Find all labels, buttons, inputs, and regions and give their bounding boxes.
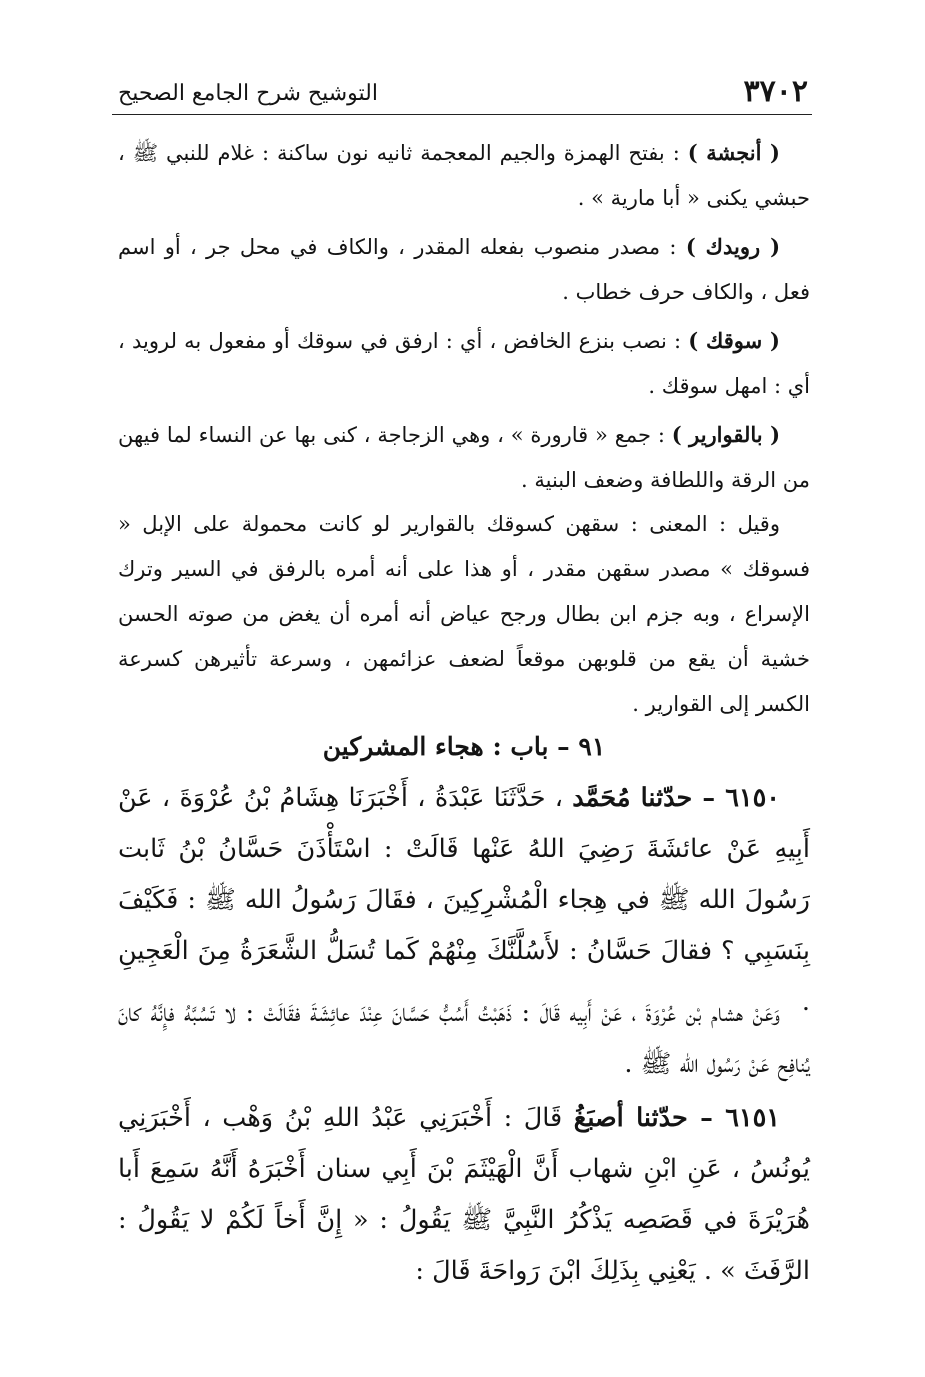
note-sawqak xyxy=(118,318,810,409)
note-text: وقيل : المعنى : سقهن كسوقك بالقوارير لو كانت محمولة على الإبل « فسوقك » مصدر سقهن مقدر ، أو هذا على أنه أمره بالرفق في السير وترك الإسراع ، وبه جزم ابن بطال ورجح عياض أنه أمره أن يغض من صوته الحسن خشية أن يقع من قلوبهن موقعاً لضعف عزائمهن ، وسرعة تأثيرهن كسرعة الكسر إلى القوارير . xyxy=(118,512,810,716)
note-alternative-meaning xyxy=(118,502,810,727)
running-title: التوشيح شرح الجامع الصحيح xyxy=(118,81,378,106)
hadith-6150-continuation xyxy=(118,988,810,1090)
note-text: : بفتح الهمزة والجيم المعجمة ثانيه نون ساكنة : غلام للنبي ﷺ ، حبشي يكنى « أبا مارية » . xyxy=(118,141,810,210)
note-term: ( سوقك ) xyxy=(688,328,780,353)
note-text: : مصدر منصوب بفعله المقدر ، والكاف في محل جر ، أو اسم فعل ، والكاف حرف خطاب . xyxy=(118,235,810,304)
note-ruwaydak xyxy=(118,224,810,315)
hadith-number-lead: ٦١٥١ – حدّثنا أصبَغُ xyxy=(573,1103,780,1133)
hadith-6151 xyxy=(118,1093,810,1297)
note-bilqawarir xyxy=(118,412,810,503)
hadith-text: ، حَدَّثَنَا عَبْدَةُ ، أَخْبَرَنَا هِشَامُ بْنُ عُرْوَةَ ، عَنْ أَبِيهِ عَنْ عائشَةَ رَضِيَ اللهُ عَنْها قَالَتْ : اسْتَأْذَنَ حَسَّانُ بْنُ ثَابت رَسُولَ الله ﷺ في هِجاء الْمُشْرِكِينَ ، فقَالَ رَسُولُ الله ﷺ : فَكَيْفَ بِنَسَبِي ؟ فقالَ حَسَّانُ : لأَسُلَّنَّكَ مِنْهُمْ كَما تُسَلُّ الشَّعَرَةُ مِنَ الْعَجِينِ . xyxy=(118,783,810,1017)
page-number: ٣٧٠٢ xyxy=(743,74,808,109)
page-header xyxy=(112,74,812,115)
note-text: : جمع « قارورة » ، وهي الزجاجة ، كنى بها عن النساء لما فيهن من الرقة واللطافة وضعف البنية . xyxy=(118,423,810,492)
note-text: : نصب بنزع الخافض ، أي : ارفق في سوقك أو مفعول به لرويد ، أي : امهل سوقك . xyxy=(118,329,810,398)
hadith-text: قَالَ : أَخْبَرَنِي عَبْدُ اللهِ بْنُ وَهْب ، أَخْبَرَنِي يُونُسُ ، عَنِ ابْنِ شهاب أَنَّ الْهَيْثَمَ بْنَ أَبِي سنان أَخْبَرَهُ أَنَّهُ سَمِعَ أَبا هُرَيْرَةَ في قَصَصِه يَذْكُرُ النَّبِيَّ ﷺ يَقُولُ : « إِنَّ أَخاً لَكُمْ لا يَقُولُ : الرَّفَثَ » . يَعْنِي بِذَلِكَ ابْنَ رَواحَةَ قَالَ : xyxy=(118,1103,810,1286)
note-term: ( بالقوارير ) xyxy=(671,422,781,447)
note-term: ( أنجشة ) xyxy=(687,140,780,165)
hadith-number-lead: ٦١٥٠ – حدّثنا مُحَمَّد xyxy=(572,783,780,813)
note-term: ( رويدك ) xyxy=(685,234,781,259)
chapter-heading: ٩١ – باب : هجاء المشركين xyxy=(322,732,606,761)
hadith-text: وَعَنْ هشام بْن عُرْوَةَ ، عَنْ أَبِيه قَالَ : ذَهَبْتُ أَسُبُّ حَسَّانَ عِنْدَ عائِشَةَ فقَالَتْ : لا تَسُبَّهُ فإِنَّهُ كانَ يُنافِح عَنْ رَسُول الله ﷺ . xyxy=(118,998,810,1079)
note-anjasha xyxy=(118,130,810,221)
